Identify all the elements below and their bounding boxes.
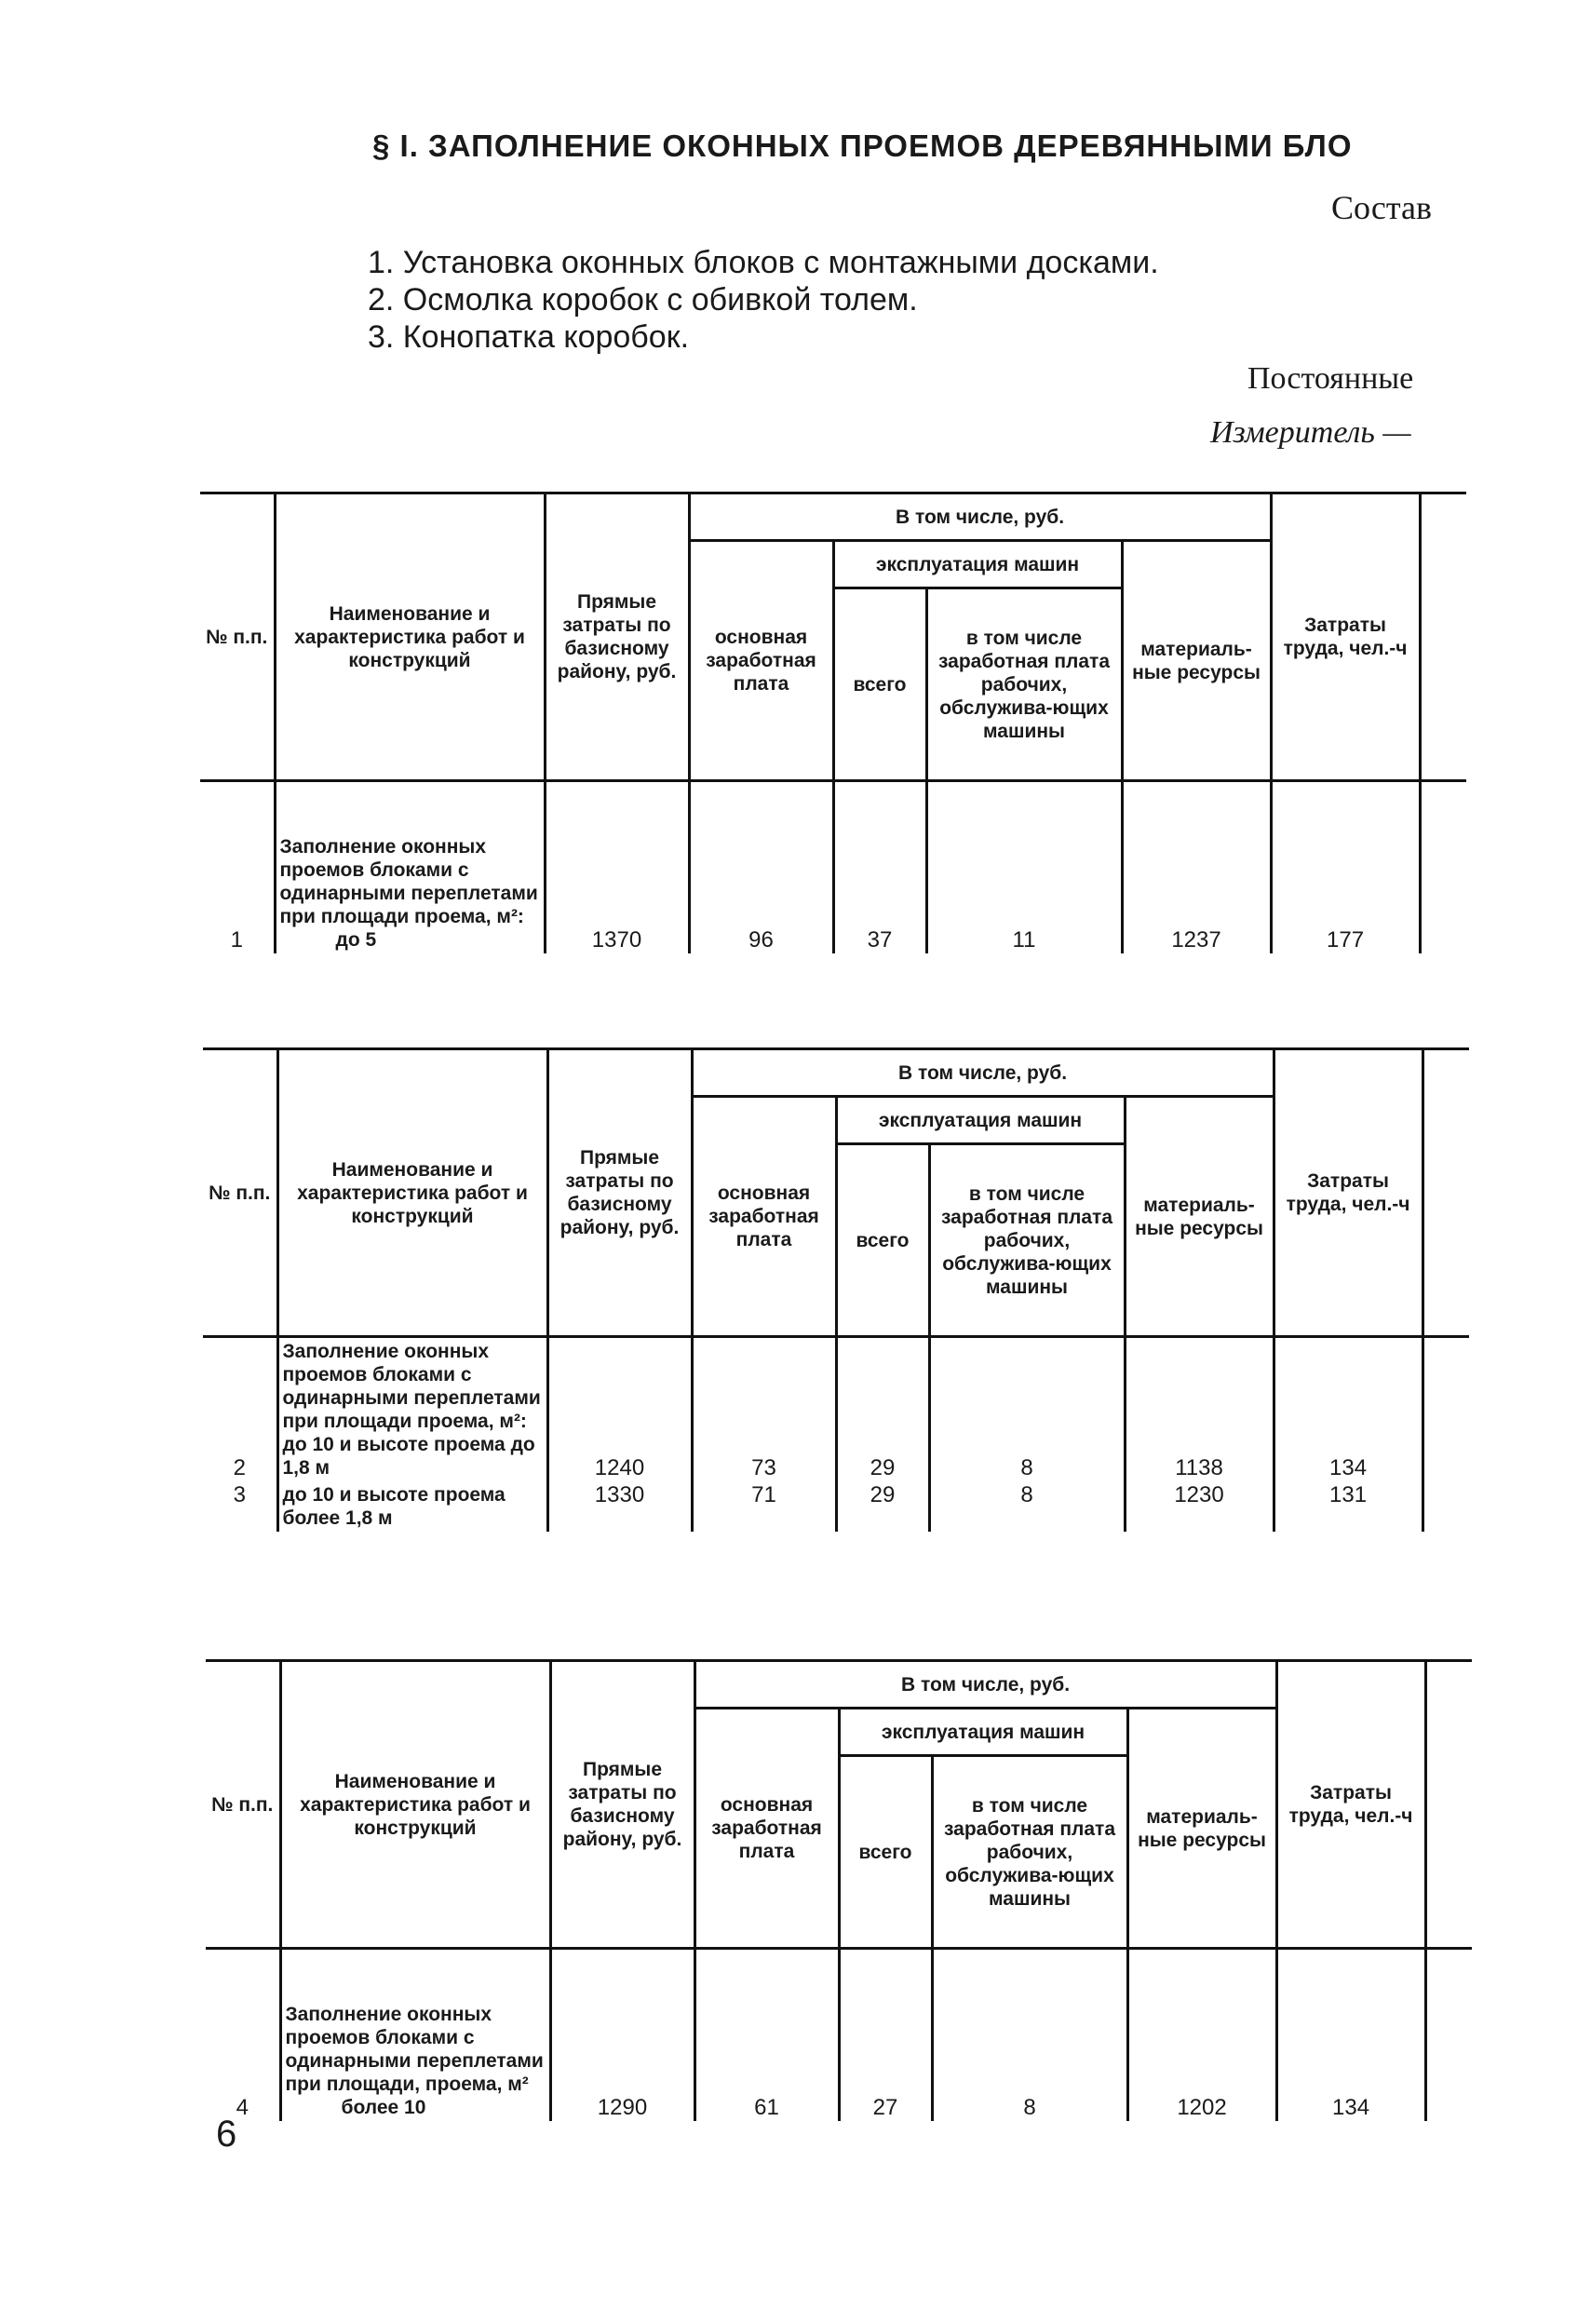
col-header-incl: В том числе, руб. [689,493,1271,541]
col-header-no: № п.п. [203,1049,277,1337]
col-header-labor: Затраты труда, чел.-ч [1276,1661,1425,1949]
section-title: § I. ЗАПОЛНЕНИЕ ОКОННЫХ ПРОЕМОВ ДЕРЕВЯННЫМИ БЛО [372,128,1353,163]
row-name [280,1949,550,2122]
row-direct: 1370 [545,781,689,954]
col-header-machines: эксплуатация машин [836,1097,1125,1144]
row-empty [1422,1481,1469,1532]
col-header-labor: Затраты труда, чел.-ч [1271,493,1420,781]
row-name [275,781,545,954]
row-materials: 1202 [1127,1949,1276,2122]
col-header-empty [1420,493,1466,781]
table-row [206,1949,1472,2122]
row-subname: до 5 [335,929,377,951]
row-wage: 61 [694,1949,839,2122]
work-step: 3. Конопатка коробок. [368,319,690,355]
col-header-no: № п.п. [200,493,275,781]
row-no: 1 [200,781,275,954]
row-wage: 73 [692,1337,836,1482]
col-header-direct: Прямые затраты по базисному району, руб. [545,493,689,781]
row-machine-wage: 8 [929,1337,1125,1482]
row-machine-wage: 11 [926,781,1122,954]
row-total: 27 [839,1949,932,2122]
col-header-wage: основная заработная плата [692,1097,836,1337]
col-header-machine-wage: в том числе заработная плата рабочих, обслужива-ющих машины [929,1144,1125,1337]
col-header-incl: В том числе, руб. [694,1661,1276,1709]
col-header-name: Наименование и характеристика работ и конструкций [280,1661,550,1949]
row-no: 4 [206,1949,280,2122]
row-subname: более 10 [341,2097,426,2118]
row-labor: 177 [1271,781,1420,954]
row-no: 2 [203,1337,277,1482]
row-labor: 134 [1274,1337,1422,1482]
col-header-materials: материаль-ные ресурсы [1122,541,1271,781]
row-direct: 1290 [550,1949,694,2122]
col-header-empty [1422,1049,1469,1337]
col-header-name: Наименование и характеристика работ и конструкций [275,493,545,781]
col-header-materials: материаль-ные ресурсы [1127,1709,1276,1949]
col-header-total: всего [833,588,926,781]
col-header-no: № п.п. [206,1661,280,1949]
row-empty [1425,1949,1472,2122]
col-header-labor: Затраты труда, чел.-ч [1274,1049,1422,1337]
row-materials: 1138 [1125,1337,1274,1482]
page-number: 6 [216,2114,237,2155]
row-no: 3 [203,1481,277,1532]
row-materials: 1237 [1122,781,1271,954]
col-header-empty [1425,1661,1472,1949]
row-labor: 134 [1276,1949,1425,2122]
table-row [203,1337,1469,1482]
col-header-wage: основная заработная плата [694,1709,839,1949]
row-description: Заполнение оконных проемов блоками с одинарными переплетами при площади проема, м²: [282,1341,541,1432]
col-header-machine-wage: в том числе заработная плата рабочих, обслужива-ющих машины [926,588,1122,781]
row-empty [1422,1337,1469,1482]
measure-unit-label: Измеритель — [1210,415,1411,450]
row-machine-wage: 8 [932,1949,1127,2122]
col-header-direct: Прямые затраты по базисному району, руб. [550,1661,694,1949]
row-direct: 1330 [547,1481,692,1532]
col-header-total: всего [839,1756,932,1949]
row-subname: до 10 и высоте проема до 1,8 м [282,1434,535,1479]
row-wage: 96 [689,781,833,954]
work-step: 1. Установка оконных блоков с монтажными досками. [368,245,1159,280]
row-materials: 1230 [1125,1481,1274,1532]
col-header-direct: Прямые затраты по базисному району, руб. [547,1049,692,1337]
row-name [277,1337,547,1482]
row-description: Заполнение оконных проемов блоками с одинарными переплетами при площади проема, м²: [279,836,538,927]
table-row [203,1481,1469,1532]
work-step: 2. Осмолка коробок с обивкой толем. [368,282,918,318]
work-steps-list [368,244,1159,356]
row-machine-wage: 8 [929,1481,1125,1532]
col-header-materials: материаль-ные ресурсы [1125,1097,1274,1337]
norms-table-2 [203,1047,1469,1532]
constants-label: Постоянные [1247,361,1414,396]
col-header-machines: эксплуатация машин [833,541,1122,588]
row-labor: 131 [1274,1481,1422,1532]
col-header-machines: эксплуатация машин [839,1709,1127,1756]
norms-table-1 [200,492,1466,953]
table-row [200,781,1466,954]
composition-label: Состав [1331,189,1433,226]
row-wage: 71 [692,1481,836,1532]
row-total: 37 [833,781,926,954]
col-header-incl: В том числе, руб. [692,1049,1274,1097]
col-header-machine-wage: в том числе заработная плата рабочих, обслужива-ющих машины [932,1756,1127,1949]
row-direct: 1240 [547,1337,692,1482]
col-header-name: Наименование и характеристика работ и конструкций [277,1049,547,1337]
row-name: до 10 и высоте проема более 1,8 м [277,1481,547,1532]
row-description: Заполнение оконных проемов блоками с одинарными переплетами при площади, проема, м² [285,2004,544,2095]
row-total: 29 [836,1481,929,1532]
row-total: 29 [836,1337,929,1482]
col-header-wage: основная заработная плата [689,541,833,781]
row-empty [1420,781,1466,954]
col-header-total: всего [836,1144,929,1337]
norms-table-3 [206,1659,1472,2121]
